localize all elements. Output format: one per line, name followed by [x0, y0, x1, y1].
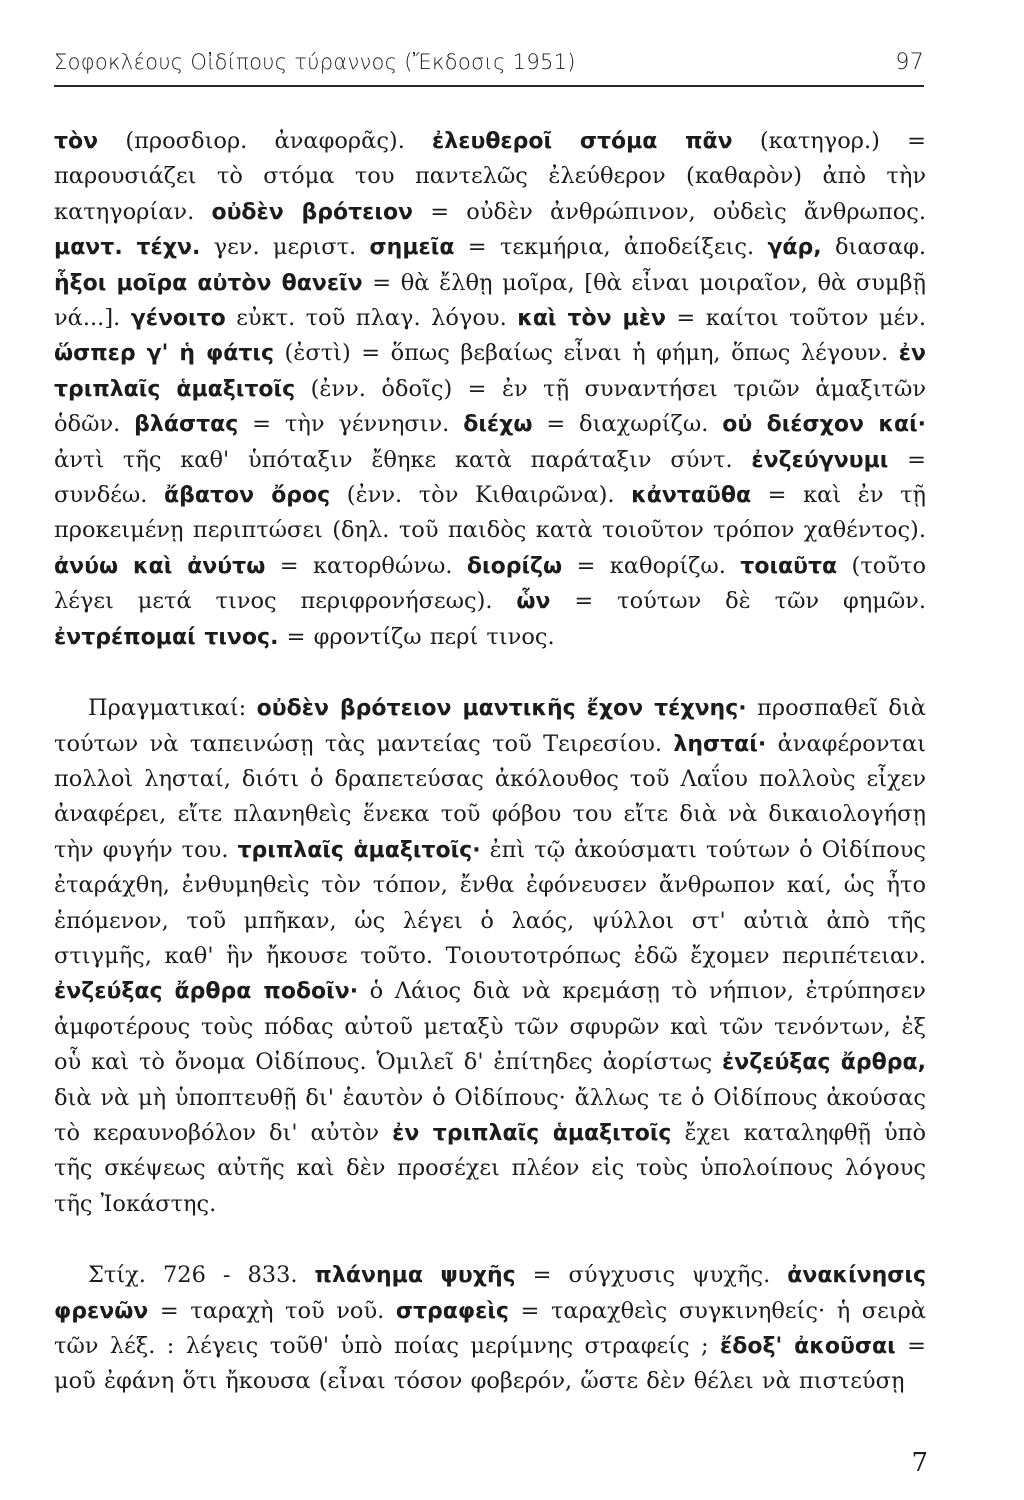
- lemma: σημεῖα: [369, 235, 455, 261]
- gloss: = διαχωρίζω.: [532, 411, 723, 438]
- lemma: λησταί·: [673, 731, 767, 757]
- verse-range: Στίχ. 726 - 833.: [88, 1262, 315, 1289]
- gloss: (ἐνν. ὁδοῖς) = ἐν τῇ συναντήσει τριῶν ἁμαξιτῶν ὁδῶν.: [54, 375, 926, 438]
- body-text: [54, 124, 926, 1400]
- gloss: = μοῦ ἐφάνη ὅτι ἤκουσα (εἶναι τόσον φοβερόν, ὥστε δὲν θέλει νὰ πιστεύσῃ: [54, 1333, 926, 1395]
- lemma: μαντ. τέχν.: [54, 235, 201, 261]
- gloss: διασαφ.: [821, 234, 926, 261]
- gloss: εὐκτ. τοῦ πλαγ. λόγου.: [225, 305, 518, 332]
- gloss: = συνδέω.: [54, 446, 926, 509]
- lemma: ἐν τριπλαῖς ἁμαξιτοῖς: [54, 341, 926, 402]
- lemma: ὧν: [516, 589, 551, 615]
- lemma: ἐνζεύγνυμι: [751, 447, 889, 473]
- section-label: Πραγματικαί:: [88, 695, 257, 722]
- paragraph-verses: [54, 1258, 926, 1400]
- lemma: διορίζω: [466, 553, 563, 579]
- page-number: 97: [895, 50, 924, 75]
- gloss: γεν. μεριστ.: [200, 234, 370, 261]
- gloss: = οὐδὲν ἀνθρώπινον, οὐδεὶς ἄνθρωπος.: [413, 198, 926, 225]
- gloss: ἀντὶ τῆς καθ' ὑπόταξιν ἔθηκε κατὰ παράταξιν σύντ.: [54, 446, 752, 473]
- lemma: ἐνζεύξας ἄρθρα,: [721, 1050, 926, 1076]
- gloss: = τεκμήρια, ἀποδείξεις.: [454, 234, 768, 261]
- gloss: = ταραχθεὶς συγκινηθείς· ἡ σειρὰ τῶν λέξ. : λέγεις τοῦθ' ὑπὸ ποίας μερίμνης στραφείς ;: [54, 1297, 926, 1359]
- gloss: ἔχει καταληφθῇ ὑπὸ τῆς σκέψεως αὐτῆς καὶ δὲν προσέχει πλέον εἰς τοὺς ὑπολοίπους λόγους τῆς Ἰοκάστης.: [54, 1119, 927, 1217]
- lemma: ἧξοι μοῖρα αὐτὸν θανεῖν: [54, 270, 363, 296]
- lemma: πλάνημα ψυχῆς: [314, 1263, 516, 1289]
- gloss: = καίτοι τοῦτον μέν.: [665, 305, 926, 332]
- gloss: = τὴν γέννησιν.: [238, 411, 464, 438]
- lemma: ἄβατον ὄρος: [164, 483, 331, 509]
- gloss: διὰ νὰ μὴ ὑποπτευθῇ δι' ἑαυτὸν ὁ Οἰδίπους· ἄλλως τε ὁ Οἰδίπους ἀκούσας τὸ κεραυνοβόλον δι' αὐτὸν: [54, 1084, 926, 1146]
- gloss: = κατορθώνω.: [265, 552, 467, 579]
- lemma: ἐνζεύξας ἄρθρα ποδοῖν·: [54, 979, 359, 1005]
- lemma: κἀνταῦθα: [631, 483, 752, 509]
- lemma: τὸν: [54, 129, 99, 154]
- lemma: οὐδὲν βρότειον μαντικῆς ἔχον τέχνης·: [256, 696, 747, 722]
- gloss: προσπαθεῖ διὰ τούτων νὰ ταπεινώσῃ τὰς μαντείας τοῦ Τειρεσίου.: [54, 695, 926, 757]
- lemma: στραφεὶς: [395, 1298, 509, 1324]
- lemma: διέχω: [463, 412, 533, 438]
- gloss: = καὶ ἐν τῇ προκειμένῃ περιπτώσει (δηλ. τοῦ παιδὸς κατὰ τοιοῦτον τρόπον χαθέντος).: [54, 482, 926, 544]
- lemma: τοιαῦτα: [740, 553, 838, 579]
- gloss: ἀναφέρονται πολλοὶ λησταί, διότι ὁ δραπετεύσας ἀκόλουθος τοῦ Λαΐου πολλοὺς εἶχεν ἀναφέρει, εἴτε πλανηθεὶς ἕνεκα τοῦ φόβου του εἴτε διὰ νὰ δικαιολογήσῃ τὴν φυγήν του.: [54, 730, 926, 863]
- lemma: ἐν τριπλαῖς ἁμαξιτοῖς: [392, 1120, 672, 1146]
- gloss: = καθορίζω.: [562, 552, 741, 579]
- paragraph-glossary: [54, 124, 926, 655]
- gloss: (ἐστὶ) = ὅπως βεβαίως εἶναι ἡ φήμη, ὅπως λέγουν.: [274, 340, 899, 367]
- gloss: = τούτων δὲ τῶν φημῶν.: [550, 588, 927, 615]
- lemma: ὥσπερ γ' ἡ φάτις: [54, 341, 274, 367]
- gloss: = σύγχυσις ψυχῆς.: [515, 1262, 788, 1289]
- lemma: ἔδοξ' ἀκοῦσαι: [720, 1334, 896, 1359]
- gloss: (ἐνν. τὸν Κιθαιρῶνα).: [330, 482, 632, 509]
- gloss: (κατηγορ.) = παρουσιάζει τὸ στόμα του παντελῶς ἐλεύθερον (καθαρὸν) ἀπὸ τὴν κατηγορίαν.: [54, 128, 926, 225]
- running-title: Σοφοκλέους Οἰδίπους τύραννος (Ἔκδοσις 1951): [54, 50, 576, 74]
- lemma: ἀνακίνησις φρενῶν: [54, 1263, 927, 1324]
- lemma: οὐδὲν βρότειον: [211, 199, 414, 225]
- lemma: τριπλαῖς ἁμαξιτοῖς·: [237, 837, 481, 863]
- lemma: ἐντρέπομαί τινος.: [54, 624, 279, 650]
- lemma: ἐλευθεροῖ στόμα πᾶν: [432, 129, 733, 154]
- lemma: καὶ τὸν μὲν: [517, 306, 666, 332]
- lemma: ἀνύω καὶ ἀνύτω: [54, 553, 266, 579]
- running-head: [54, 50, 924, 87]
- gloss: (τοῦτο λέγει μετά τινος περιφρονήσεως).: [54, 552, 926, 615]
- gloss: = φροντίζω περί τινος.: [278, 623, 555, 650]
- gloss: = ταραχὴ τοῦ νοῦ.: [148, 1297, 396, 1324]
- lemma: γένοιτο: [130, 306, 226, 332]
- lemma: γάρ,: [767, 235, 822, 261]
- gloss: = θὰ ἔλθῃ μοῖρα, [θὰ εἶναι μοιραῖον, θὰ συμβῇ νά...].: [54, 269, 926, 332]
- lemma: βλάστας: [134, 412, 239, 438]
- lemma: οὐ διέσχον καί·: [722, 412, 927, 438]
- signature-mark: 7: [911, 1448, 928, 1478]
- gloss: (προσδιορ. ἀναφορᾶς).: [98, 128, 433, 154]
- gloss: ὁ Λάιος διὰ νὰ κρεμάσῃ τὸ νήπιον, ἐτρύπησεν ἀμφοτέρους τοὺς πόδας αὐτοῦ μεταξὺ τῶν σφυρῶν καὶ τῶν τενόντων, ἐξ οὗ καὶ τὸ ὄνομα Οἰδίπους. Ὁμιλεῖ δ' ἐπίτηδες ἀορίστως: [54, 978, 926, 1076]
- gloss: ἐπὶ τῷ ἀκούσματι τούτων ὁ Οἰδίπους ἐταράχθη, ἐνθυμηθεὶς τὸν τόπον, ἔνθα ἐφόνευσεν ἄνθρωπον καί, ὡς ἦτο ἑπόμενον, τοῦ μπῆκαν, ὡς λέγει ὁ λαός, ψύλλοι στ' αὐτιὰ ἀπὸ τῆς στιγμῆς, καθ' ἣν ἤκουσε τοῦτο. Τοιουτοτρόπως ἐδῶ ἔχομεν περιπέτειαν.: [54, 836, 926, 969]
- paragraph-factual-notes: [54, 691, 926, 1222]
